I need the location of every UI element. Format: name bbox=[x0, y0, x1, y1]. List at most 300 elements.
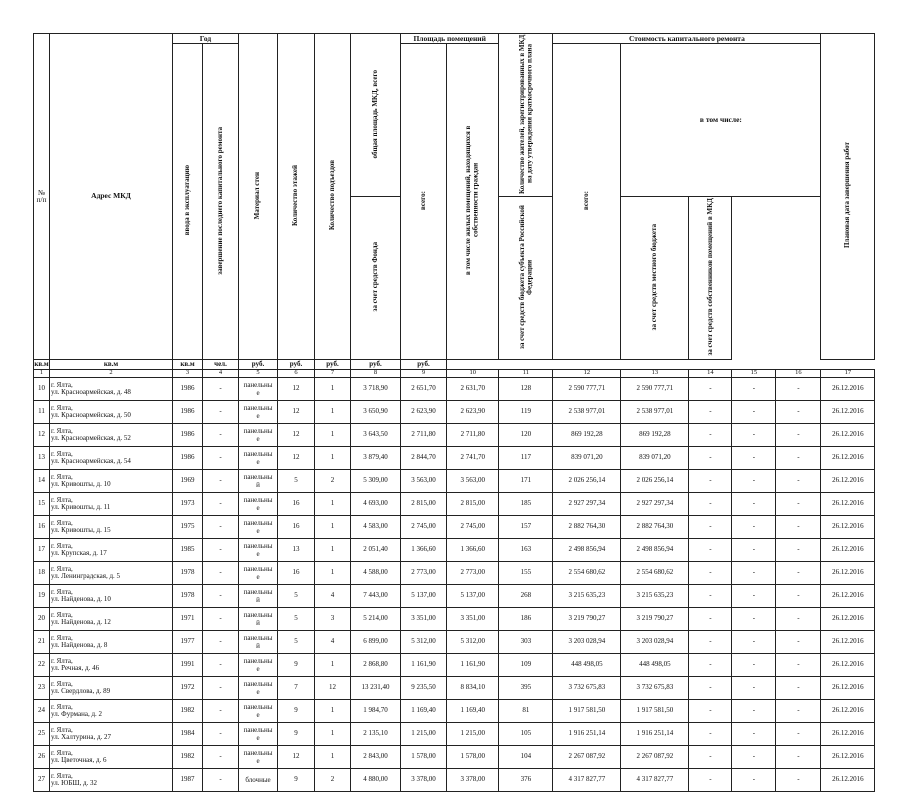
row-cost-all: 2 026 256,14 bbox=[553, 469, 621, 492]
row-year-built: 1978 bbox=[173, 584, 203, 607]
row-cost-regional: - bbox=[689, 676, 732, 699]
row-year-last-repair: - bbox=[203, 538, 239, 561]
table-row bbox=[34, 607, 875, 630]
column-number: 12 bbox=[553, 369, 621, 377]
row-cost-owners: - bbox=[776, 722, 821, 745]
row-cost-owners: - bbox=[776, 607, 821, 630]
row-residents: 119 bbox=[499, 400, 553, 423]
row-cost-fund: 4 317 827,77 bbox=[621, 768, 689, 791]
unit-cost-fund: руб. bbox=[278, 359, 315, 369]
material-line-1: панельны bbox=[243, 564, 273, 573]
table-row bbox=[34, 699, 875, 722]
header-residents: Количество жителей, зарегистрированных в МКД на дату утверждения краткосрочного плана bbox=[499, 34, 553, 197]
header-planned-date: Плановая дата завершения работ bbox=[821, 34, 875, 360]
row-cost-fund: 3 219 790,27 bbox=[621, 607, 689, 630]
row-area-residential: 1 169,40 bbox=[447, 699, 499, 722]
row-cost-local: - bbox=[732, 400, 776, 423]
material-line-1: панельны bbox=[243, 679, 273, 688]
row-cost-all: 3 732 675,83 bbox=[553, 676, 621, 699]
row-cost-regional: - bbox=[689, 515, 732, 538]
row-address bbox=[50, 584, 173, 607]
row-floors: 16 bbox=[278, 515, 315, 538]
unit-residents: чел. bbox=[203, 359, 239, 369]
row-area-all: 5 312,00 bbox=[401, 630, 447, 653]
row-cost-local: - bbox=[732, 607, 776, 630]
address-city: г. Ялта, bbox=[51, 518, 73, 527]
row-address bbox=[50, 561, 173, 584]
row-address bbox=[50, 423, 173, 446]
column-number: 1 bbox=[34, 369, 50, 377]
address-street: ул. Ленинградская, д. 5 bbox=[51, 571, 121, 580]
row-cost-owners: - bbox=[776, 400, 821, 423]
column-number: 8 bbox=[351, 369, 401, 377]
header-area-group: Площадь помещений bbox=[401, 34, 499, 44]
material-line-2: е bbox=[256, 572, 260, 581]
row-number: 19 bbox=[34, 584, 50, 607]
row-cost-all: 2 927 297,34 bbox=[553, 492, 621, 515]
row-wall-material bbox=[239, 630, 278, 653]
table-row bbox=[34, 584, 875, 607]
row-cost-fund: 3 203 028,94 bbox=[621, 630, 689, 653]
row-total-area: 4 693,00 bbox=[351, 492, 401, 515]
material-line-2: е bbox=[256, 733, 260, 742]
row-total-area: 2 051,40 bbox=[351, 538, 401, 561]
row-entrances: 1 bbox=[315, 446, 351, 469]
material-line-2: е bbox=[256, 526, 260, 535]
row-planned-date: 26.12.2016 bbox=[821, 561, 875, 584]
table-row bbox=[34, 768, 875, 791]
row-floors: 12 bbox=[278, 400, 315, 423]
row-cost-regional: - bbox=[689, 377, 732, 400]
row-entrances: 1 bbox=[315, 423, 351, 446]
row-address bbox=[50, 400, 173, 423]
row-entrances: 1 bbox=[315, 400, 351, 423]
column-number: 17 bbox=[821, 369, 875, 377]
unit-cost-regional: руб. bbox=[315, 359, 351, 369]
row-year-last-repair: - bbox=[203, 400, 239, 423]
row-year-last-repair: - bbox=[203, 745, 239, 768]
row-floors: 12 bbox=[278, 423, 315, 446]
row-cost-owners: - bbox=[776, 377, 821, 400]
row-number: 23 bbox=[34, 676, 50, 699]
row-address bbox=[50, 745, 173, 768]
unit-area-residential: кв.м bbox=[173, 359, 203, 369]
row-planned-date: 26.12.2016 bbox=[821, 722, 875, 745]
row-total-area: 2 135,10 bbox=[351, 722, 401, 745]
row-residents: 171 bbox=[499, 469, 553, 492]
row-year-built: 1978 bbox=[173, 561, 203, 584]
row-cost-regional: - bbox=[689, 584, 732, 607]
row-wall-material bbox=[239, 768, 278, 791]
address-city: г. Ялта, bbox=[51, 495, 73, 504]
row-cost-regional: - bbox=[689, 768, 732, 791]
row-area-all: 3 563,00 bbox=[401, 469, 447, 492]
row-cost-local: - bbox=[732, 653, 776, 676]
row-address bbox=[50, 676, 173, 699]
row-total-area: 6 899,00 bbox=[351, 630, 401, 653]
row-planned-date: 26.12.2016 bbox=[821, 515, 875, 538]
row-cost-local: - bbox=[732, 561, 776, 584]
material-line-1: панельны bbox=[243, 403, 273, 412]
row-area-all: 9 235,50 bbox=[401, 676, 447, 699]
row-cost-all: 2 267 087,92 bbox=[553, 745, 621, 768]
row-cost-all: 869 192,28 bbox=[553, 423, 621, 446]
address-street: ул. Красноармейская, д. 54 bbox=[51, 456, 131, 465]
address-city: г. Ялта, bbox=[51, 702, 73, 711]
row-planned-date: 26.12.2016 bbox=[821, 676, 875, 699]
address-city: г. Ялта, bbox=[51, 541, 73, 550]
row-cost-regional: - bbox=[689, 607, 732, 630]
row-cost-regional: - bbox=[689, 423, 732, 446]
row-cost-fund: 3 732 675,83 bbox=[621, 676, 689, 699]
row-entrances: 12 bbox=[315, 676, 351, 699]
row-floors: 5 bbox=[278, 469, 315, 492]
row-wall-material bbox=[239, 722, 278, 745]
address-street: ул. Найденова, д. 8 bbox=[51, 640, 108, 649]
table-row bbox=[34, 745, 875, 768]
column-number: 2 bbox=[50, 369, 173, 377]
row-year-built: 1985 bbox=[173, 538, 203, 561]
row-cost-owners: - bbox=[776, 676, 821, 699]
row-entrances: 1 bbox=[315, 699, 351, 722]
header-floors: Количество этажей bbox=[278, 34, 315, 360]
material-line-2: е bbox=[256, 710, 260, 719]
table-body bbox=[34, 377, 875, 791]
address-city: г. Ялта, bbox=[51, 725, 73, 734]
row-residents: 185 bbox=[499, 492, 553, 515]
row-address bbox=[50, 469, 173, 492]
row-floors: 7 bbox=[278, 676, 315, 699]
row-total-area: 2 868,80 bbox=[351, 653, 401, 676]
table-row bbox=[34, 515, 875, 538]
table-row bbox=[34, 377, 875, 400]
address-city: г. Ялта, bbox=[51, 679, 73, 688]
address-city: г. Ялта, bbox=[51, 403, 73, 412]
row-residents: 117 bbox=[499, 446, 553, 469]
row-cost-all: 1 916 251,14 bbox=[553, 722, 621, 745]
row-floors: 9 bbox=[278, 768, 315, 791]
column-number-row bbox=[34, 369, 875, 377]
row-year-built: 1986 bbox=[173, 377, 203, 400]
table-row bbox=[34, 400, 875, 423]
address-city: г. Ялта, bbox=[51, 633, 73, 642]
material-line-1: панельны bbox=[243, 518, 273, 527]
row-cost-owners: - bbox=[776, 515, 821, 538]
row-year-last-repair: - bbox=[203, 630, 239, 653]
row-cost-local: - bbox=[732, 469, 776, 492]
header-total-area: общая площадь МКД, всего bbox=[351, 34, 401, 197]
row-entrances: 1 bbox=[315, 722, 351, 745]
row-floors: 12 bbox=[278, 446, 315, 469]
material-line-1: панельны bbox=[243, 748, 273, 757]
row-cost-fund: 3 215 635,23 bbox=[621, 584, 689, 607]
row-cost-local: - bbox=[732, 423, 776, 446]
address-street: ул. Красноармейская, д. 50 bbox=[51, 410, 131, 419]
address-street: ул. Халтурина, д. 27 bbox=[51, 732, 112, 741]
row-address bbox=[50, 653, 173, 676]
column-number: 14 bbox=[689, 369, 732, 377]
row-area-residential: 3 351,00 bbox=[447, 607, 499, 630]
unit-total-area: кв.м bbox=[34, 359, 49, 368]
row-area-all: 1 578,00 bbox=[401, 745, 447, 768]
address-street: ул. Цветочная, д. 6 bbox=[51, 755, 107, 764]
row-cost-owners: - bbox=[776, 469, 821, 492]
column-number: 10 bbox=[447, 369, 499, 377]
row-area-residential: 8 834,10 bbox=[447, 676, 499, 699]
header-year-last-repair: завершение последнего капитального ремонта bbox=[203, 44, 239, 360]
material-line-2: й bbox=[256, 480, 260, 489]
row-planned-date: 26.12.2016 bbox=[821, 446, 875, 469]
header-cost-fund: за счет средств Фонда bbox=[351, 196, 401, 359]
row-cost-owners: - bbox=[776, 423, 821, 446]
row-planned-date: 26.12.2016 bbox=[821, 538, 875, 561]
row-entrances: 3 bbox=[315, 607, 351, 630]
row-floors: 9 bbox=[278, 699, 315, 722]
row-floors: 12 bbox=[278, 377, 315, 400]
table-row bbox=[34, 630, 875, 653]
address-city: г. Ялта, bbox=[51, 610, 73, 619]
row-area-all: 3 351,00 bbox=[401, 607, 447, 630]
row-residents: 128 bbox=[499, 377, 553, 400]
row-residents: 105 bbox=[499, 722, 553, 745]
material-line-2: е bbox=[256, 411, 260, 420]
table-row bbox=[34, 423, 875, 446]
row-year-built: 1986 bbox=[173, 446, 203, 469]
material-line-1: панельны bbox=[243, 449, 273, 458]
row-cost-owners: - bbox=[776, 630, 821, 653]
table-row bbox=[34, 676, 875, 699]
row-total-area: 5 309,00 bbox=[351, 469, 401, 492]
row-cost-local: - bbox=[732, 630, 776, 653]
table-row bbox=[34, 561, 875, 584]
row-address bbox=[50, 630, 173, 653]
row-cost-all: 2 538 977,01 bbox=[553, 400, 621, 423]
header-cost-owners: за счет средств собственников помещений в МКД bbox=[689, 196, 732, 359]
row-floors: 13 bbox=[278, 538, 315, 561]
row-cost-regional: - bbox=[689, 538, 732, 561]
column-number: 3 bbox=[173, 369, 203, 377]
address-city: г. Ялта, bbox=[51, 472, 73, 481]
unit-cost-all: руб. bbox=[239, 359, 278, 369]
address-street: ул. Свердлова, д. 89 bbox=[51, 686, 111, 695]
address-street: ул. Красноармейская, д. 48 bbox=[51, 387, 131, 396]
row-wall-material bbox=[239, 653, 278, 676]
row-area-residential: 1 366,60 bbox=[447, 538, 499, 561]
row-area-residential: 2 631,70 bbox=[447, 377, 499, 400]
row-total-area: 4 588,00 bbox=[351, 561, 401, 584]
row-residents: 376 bbox=[499, 768, 553, 791]
row-total-area: 1 984,70 bbox=[351, 699, 401, 722]
header-cost-regional: за счет средств бюджета субъекта Российской Федерации bbox=[499, 196, 553, 359]
row-entrances: 1 bbox=[315, 745, 351, 768]
table-row bbox=[34, 446, 875, 469]
material-line-1: блочные bbox=[245, 775, 271, 784]
row-wall-material bbox=[239, 538, 278, 561]
column-number: 11 bbox=[499, 369, 553, 377]
row-address bbox=[50, 722, 173, 745]
row-number: 22 bbox=[34, 653, 50, 676]
row-cost-all: 448 498,05 bbox=[553, 653, 621, 676]
row-residents: 155 bbox=[499, 561, 553, 584]
row-address bbox=[50, 538, 173, 561]
row-year-last-repair: - bbox=[203, 446, 239, 469]
row-area-all: 2 773,00 bbox=[401, 561, 447, 584]
row-cost-all: 3 215 635,23 bbox=[553, 584, 621, 607]
row-residents: 120 bbox=[499, 423, 553, 446]
row-year-last-repair: - bbox=[203, 515, 239, 538]
material-line-2: е bbox=[256, 503, 260, 512]
row-year-built: 1969 bbox=[173, 469, 203, 492]
header-cost-group: Стоимость капитального ремонта bbox=[553, 34, 821, 44]
row-year-built: 1986 bbox=[173, 423, 203, 446]
row-number: 20 bbox=[34, 607, 50, 630]
row-cost-regional: - bbox=[689, 699, 732, 722]
address-street: ул. Фурмана, д. 2 bbox=[51, 709, 103, 718]
row-area-all: 1 161,90 bbox=[401, 653, 447, 676]
address-street: ул. Найденова, д. 10 bbox=[51, 594, 111, 603]
row-year-built: 1991 bbox=[173, 653, 203, 676]
row-cost-local: - bbox=[732, 768, 776, 791]
row-year-last-repair: - bbox=[203, 676, 239, 699]
row-floors: 9 bbox=[278, 722, 315, 745]
row-wall-material bbox=[239, 423, 278, 446]
row-entrances: 1 bbox=[315, 561, 351, 584]
row-floors: 9 bbox=[278, 653, 315, 676]
row-cost-regional: - bbox=[689, 492, 732, 515]
row-number: 11 bbox=[34, 400, 50, 423]
row-planned-date: 26.12.2016 bbox=[821, 768, 875, 791]
row-wall-material bbox=[239, 515, 278, 538]
row-cost-owners: - bbox=[776, 561, 821, 584]
row-residents: 81 bbox=[499, 699, 553, 722]
row-year-built: 1977 bbox=[173, 630, 203, 653]
row-entrances: 1 bbox=[315, 377, 351, 400]
row-planned-date: 26.12.2016 bbox=[821, 630, 875, 653]
row-number: 16 bbox=[34, 515, 50, 538]
header-area-residential: в том числе жилых помещений, находящихся в собственности граждан bbox=[447, 44, 499, 360]
row-residents: 109 bbox=[499, 653, 553, 676]
row-cost-fund: 2 498 856,94 bbox=[621, 538, 689, 561]
row-year-last-repair: - bbox=[203, 492, 239, 515]
row-total-area: 3 643,50 bbox=[351, 423, 401, 446]
address-city: г. Ялта, bbox=[51, 771, 73, 780]
row-year-built: 1987 bbox=[173, 768, 203, 791]
row-area-residential: 2 711,80 bbox=[447, 423, 499, 446]
table-row bbox=[34, 653, 875, 676]
material-line-1: панельны bbox=[243, 541, 273, 550]
row-entrances: 2 bbox=[315, 768, 351, 791]
row-cost-local: - bbox=[732, 584, 776, 607]
row-planned-date: 26.12.2016 bbox=[821, 423, 875, 446]
row-year-built: 1972 bbox=[173, 676, 203, 699]
table-row bbox=[34, 492, 875, 515]
address-city: г. Ялта, bbox=[51, 656, 73, 665]
address-street: ул. Найденова, д. 12 bbox=[51, 617, 111, 626]
row-total-area: 4 880,00 bbox=[351, 768, 401, 791]
header-num: № п/п bbox=[34, 34, 50, 360]
row-year-last-repair: - bbox=[203, 377, 239, 400]
row-planned-date: 26.12.2016 bbox=[821, 699, 875, 722]
address-city: г. Ялта, bbox=[51, 587, 73, 596]
row-cost-fund: 1 917 581,50 bbox=[621, 699, 689, 722]
header-cost-incl: в том числе: bbox=[621, 44, 821, 197]
row-cost-regional: - bbox=[689, 446, 732, 469]
row-cost-all: 3 219 790,27 bbox=[553, 607, 621, 630]
row-cost-fund: 2 267 087,92 bbox=[621, 745, 689, 768]
row-area-all: 5 137,00 bbox=[401, 584, 447, 607]
row-area-residential: 1 161,90 bbox=[447, 653, 499, 676]
row-floors: 5 bbox=[278, 630, 315, 653]
row-cost-regional: - bbox=[689, 722, 732, 745]
row-year-built: 1982 bbox=[173, 745, 203, 768]
row-address bbox=[50, 492, 173, 515]
row-entrances: 1 bbox=[315, 538, 351, 561]
material-line-2: е bbox=[256, 549, 260, 558]
row-cost-fund: 448 498,05 bbox=[621, 653, 689, 676]
row-cost-owners: - bbox=[776, 745, 821, 768]
material-line-2: й bbox=[256, 641, 260, 650]
row-cost-owners: - bbox=[776, 699, 821, 722]
row-year-last-repair: - bbox=[203, 768, 239, 791]
header-cost-local: за счет средств местного бюджета bbox=[621, 196, 689, 359]
table-row bbox=[34, 722, 875, 745]
row-number: 21 bbox=[34, 630, 50, 653]
row-cost-local: - bbox=[732, 699, 776, 722]
row-year-built: 1982 bbox=[173, 699, 203, 722]
row-cost-fund: 2 538 977,01 bbox=[621, 400, 689, 423]
row-area-all: 1 366,60 bbox=[401, 538, 447, 561]
row-area-all: 1 169,40 bbox=[401, 699, 447, 722]
row-cost-all: 3 203 028,94 bbox=[553, 630, 621, 653]
row-residents: 104 bbox=[499, 745, 553, 768]
row-address bbox=[50, 607, 173, 630]
row-entrances: 1 bbox=[315, 515, 351, 538]
material-line-1: панельны bbox=[243, 656, 273, 665]
row-residents: 303 bbox=[499, 630, 553, 653]
row-area-residential: 5 312,00 bbox=[447, 630, 499, 653]
row-number: 12 bbox=[34, 423, 50, 446]
row-year-built: 1986 bbox=[173, 400, 203, 423]
address-street: ул. Кривошты, д. 10 bbox=[51, 479, 111, 488]
row-planned-date: 26.12.2016 bbox=[821, 653, 875, 676]
row-entrances: 4 bbox=[315, 584, 351, 607]
row-area-residential: 2 741,70 bbox=[447, 446, 499, 469]
row-cost-owners: - bbox=[776, 446, 821, 469]
address-street: ул. Кривошты, д. 15 bbox=[51, 525, 111, 534]
material-line-1: панельны bbox=[243, 633, 273, 642]
row-number: 26 bbox=[34, 745, 50, 768]
header-wall-material: Материал стен bbox=[239, 34, 278, 360]
material-line-1: панельны bbox=[243, 610, 273, 619]
column-number: 15 bbox=[732, 369, 776, 377]
row-cost-all: 2 554 680,62 bbox=[553, 561, 621, 584]
row-cost-all: 4 317 827,77 bbox=[553, 768, 621, 791]
address-city: г. Ялта, bbox=[51, 380, 73, 389]
row-number: 13 bbox=[34, 446, 50, 469]
column-number: 7 bbox=[315, 369, 351, 377]
row-total-area: 4 583,00 bbox=[351, 515, 401, 538]
row-floors: 5 bbox=[278, 584, 315, 607]
row-area-residential: 5 137,00 bbox=[447, 584, 499, 607]
row-area-all: 2 711,80 bbox=[401, 423, 447, 446]
row-cost-owners: - bbox=[776, 768, 821, 791]
column-number: 13 bbox=[621, 369, 689, 377]
row-year-built: 1975 bbox=[173, 515, 203, 538]
row-wall-material bbox=[239, 400, 278, 423]
row-cost-owners: - bbox=[776, 538, 821, 561]
row-cost-fund: 839 071,20 bbox=[621, 446, 689, 469]
row-floors: 16 bbox=[278, 561, 315, 584]
